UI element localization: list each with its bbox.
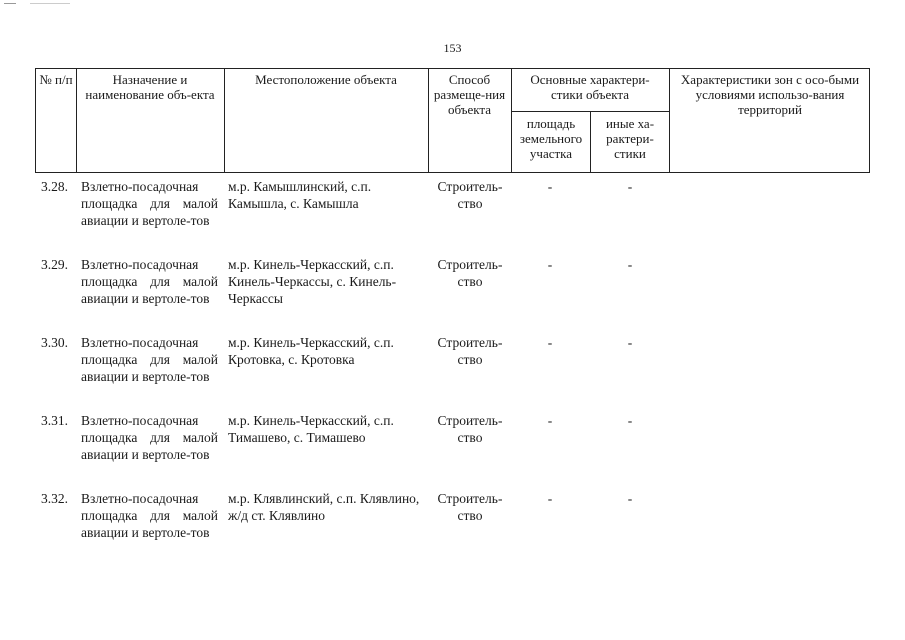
row-method: Строитель-ство [437,179,503,211]
row-other: - [627,413,633,428]
row-location: м.р. Клявлинский, с.п. Клявлино, ж/д ст. Клявлино [228,491,420,523]
col-divider [590,111,591,172]
scan-artifact [4,3,16,4]
row-method: Строитель-ство [437,413,503,445]
row-area: - [547,491,553,506]
header-location: Местоположение объекта [255,72,397,87]
row-other: - [627,491,633,506]
row-method: Строитель-ство [437,257,503,289]
col-divider [669,69,670,172]
row-name: Взлетно-посадочная площадка для малой авиации и вертоле-тов [81,257,218,306]
row-number: 3.29. [41,257,68,272]
col-divider [76,69,77,172]
header-main-characteristics: Основные характери-стики объекта [530,72,650,102]
row-number: 3.32. [41,491,68,506]
row-area: - [547,179,553,194]
scan-artifact [30,3,70,4]
col-divider [224,69,225,172]
row-name: Взлетно-посадочная площадка для малой авиации и вертоле-тов [81,335,218,384]
row-location: м.р. Камышлинский, с.п. Камышла, с. Камышла [228,179,372,211]
row-location: м.р. Кинель-Черкасский, с.п. Кротовка, с. Кротовка [228,335,394,367]
row-location: м.р. Кинель-Черкасский, с.п. Кинель-Черкассы, с. Кинель-Черкассы [228,257,397,306]
row-other: - [627,179,633,194]
row-number: 3.28. [41,179,68,194]
row-area: - [547,413,553,428]
row-other: - [627,335,633,350]
header-area: площадь земельного участка [519,116,583,161]
row-number: 3.30. [41,335,68,350]
row-location: м.р. Кинель-Черкасский, с.п. Тимашево, с. Тимашево [228,413,394,445]
row-area: - [547,257,553,272]
header-name: Назначение и наименование объ-екта [85,72,215,102]
header-num: № п/п [39,72,73,87]
row-other: - [627,257,633,272]
row-divider [511,111,669,112]
row-name: Взлетно-посадочная площадка для малой авиации и вертоле-тов [81,413,218,462]
header-method: Способ размеще-ния объекта [433,72,506,117]
col-divider [428,69,429,172]
header-zones: Характеристики зон с осо-быми условиями использо-вания территорий [680,72,860,117]
row-number: 3.31. [41,413,68,428]
row-area: - [547,335,553,350]
row-method: Строитель-ство [437,335,503,367]
row-name: Взлетно-посадочная площадка для малой авиации и вертоле-тов [81,179,218,228]
row-method: Строитель-ство [437,491,503,523]
page-number: 153 [443,41,462,55]
table-header [35,68,870,173]
header-other: иные ха-рактери-стики [605,116,655,161]
row-name: Взлетно-посадочная площадка для малой авиации и вертоле-тов [81,491,218,540]
